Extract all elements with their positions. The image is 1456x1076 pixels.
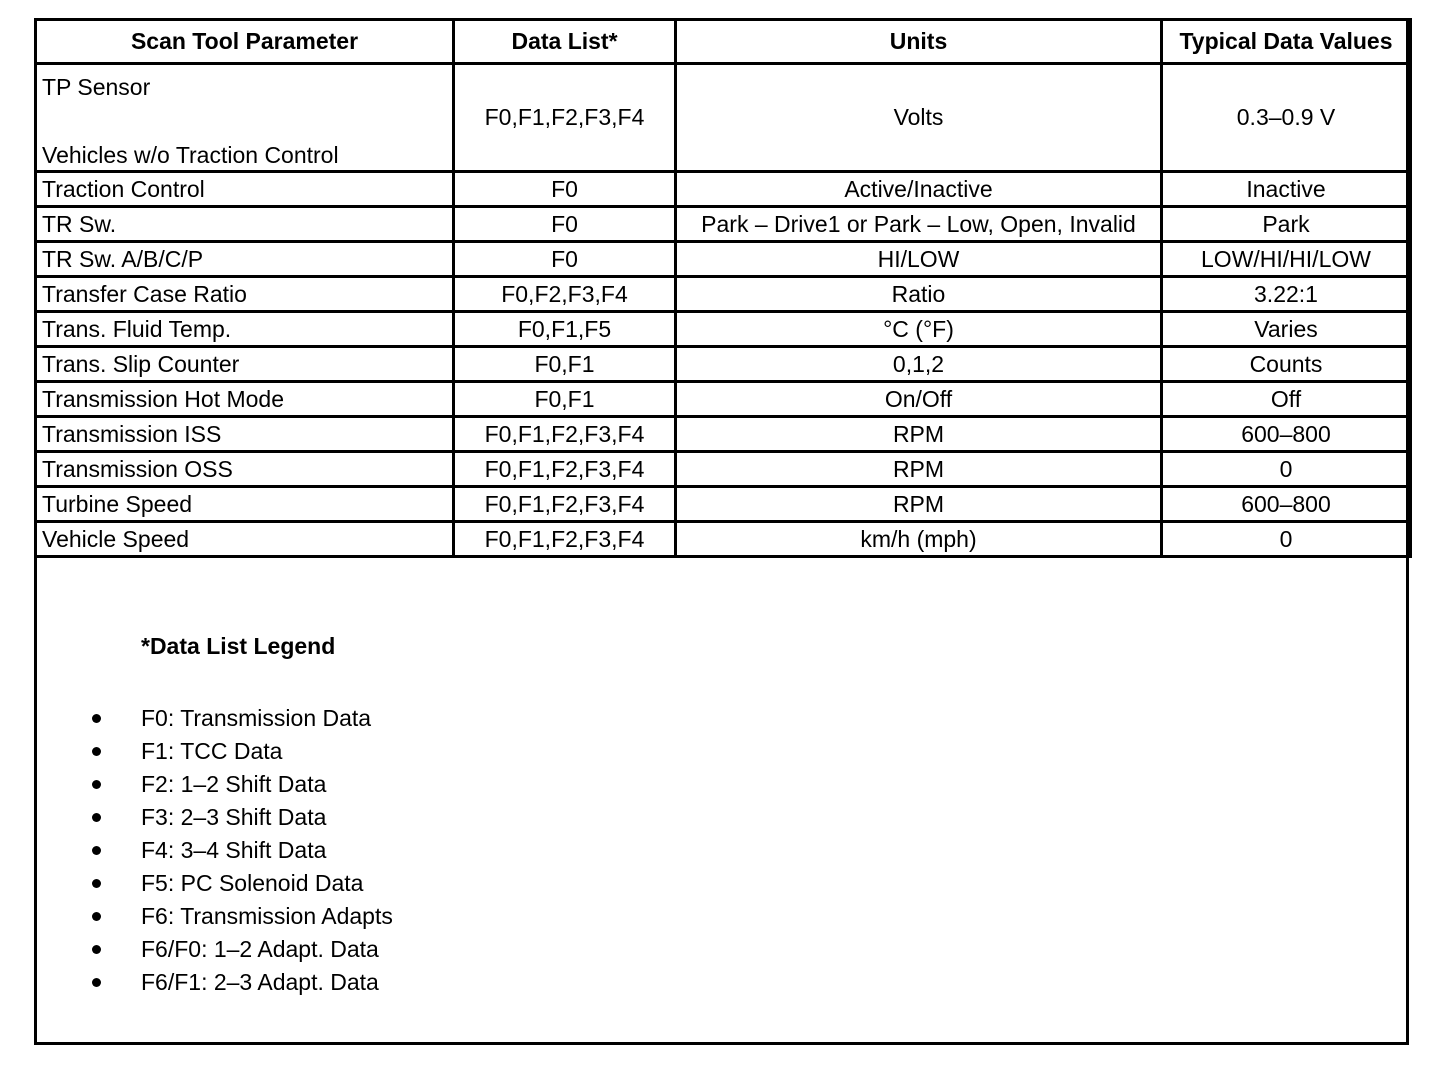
legend-item-text: F6/F0: 1–2 Adapt. Data <box>141 936 379 962</box>
legend-list <box>92 704 393 1001</box>
data-list-cell: F0,F1,F2,F3,F4 <box>454 487 676 522</box>
data-list-cell: F0,F1 <box>454 347 676 382</box>
units-cell: RPM <box>676 417 1162 452</box>
legend-item <box>92 869 393 902</box>
table-row <box>36 382 1411 417</box>
legend-item-text: F1: TCC Data <box>141 738 283 764</box>
bullet-icon <box>92 747 101 756</box>
table-row <box>36 487 1411 522</box>
typical-value-cell: Inactive <box>1162 172 1411 207</box>
data-list-cell: F0 <box>454 207 676 242</box>
typical-value-cell: 3.22:1 <box>1162 277 1411 312</box>
units-cell: Park – Drive1 or Park – Low, Open, Invalid <box>676 207 1162 242</box>
legend-item <box>92 770 393 803</box>
table-row <box>36 452 1411 487</box>
data-list-cell: F0,F1,F5 <box>454 312 676 347</box>
units-cell: RPM <box>676 452 1162 487</box>
units-cell: RPM <box>676 487 1162 522</box>
data-list-cell: F0 <box>454 172 676 207</box>
units-cell: Active/Inactive <box>676 172 1162 207</box>
legend-item-text: F2: 1–2 Shift Data <box>141 771 327 797</box>
legend-item-text: F6/F1: 2–3 Adapt. Data <box>141 969 379 995</box>
param-cell: Trans. Fluid Temp. <box>36 312 454 347</box>
legend-item-text: F5: PC Solenoid Data <box>141 870 364 896</box>
typical-value-cell: 600–800 <box>1162 487 1411 522</box>
header-scan-tool-parameter: Scan Tool Parameter <box>36 20 454 64</box>
bullet-icon <box>92 714 101 723</box>
param-cell: TR Sw. <box>36 207 454 242</box>
data-list-cell: F0,F1,F2,F3,F4 <box>454 522 676 557</box>
typical-value-cell: Counts <box>1162 347 1411 382</box>
bullet-icon <box>92 978 101 987</box>
data-list-cell: F0,F1 <box>454 382 676 417</box>
table-row <box>36 417 1411 452</box>
typical-value-cell: 0.3–0.9 V <box>1162 64 1411 172</box>
param-cell: Transmission OSS <box>36 452 454 487</box>
legend-item <box>92 737 393 770</box>
table-row <box>36 207 1411 242</box>
param-cell: TR Sw. A/B/C/P <box>36 242 454 277</box>
units-cell: km/h (mph) <box>676 522 1162 557</box>
header-typical-data-values: Typical Data Values <box>1162 20 1411 64</box>
typical-value-cell: Varies <box>1162 312 1411 347</box>
legend-title: *Data List Legend <box>141 633 336 659</box>
legend-item <box>92 935 393 968</box>
bullet-icon <box>92 945 101 954</box>
typical-value-cell: 0 <box>1162 452 1411 487</box>
units-cell: HI/LOW <box>676 242 1162 277</box>
legend-item-text: F3: 2–3 Shift Data <box>141 804 327 830</box>
typical-value-cell: LOW/HI/HI/LOW <box>1162 242 1411 277</box>
param-cell <box>36 64 454 172</box>
legend-item-text: F4: 3–4 Shift Data <box>141 837 327 863</box>
bullet-icon <box>92 879 101 888</box>
param-cell: Transmission ISS <box>36 417 454 452</box>
param-cell: Traction Control <box>36 172 454 207</box>
units-cell: Volts <box>676 64 1162 172</box>
legend-item-text: F0: Transmission Data <box>141 705 372 731</box>
data-list-legend <box>37 626 1406 1042</box>
data-list-cell: F0 <box>454 242 676 277</box>
bullet-icon <box>92 846 101 855</box>
header-units: Units <box>676 20 1162 64</box>
typical-value-cell: 0 <box>1162 522 1411 557</box>
units-cell: °C (°F) <box>676 312 1162 347</box>
param-line-2: Vehicles w/o Traction Control <box>42 141 339 168</box>
table-row <box>36 522 1411 557</box>
param-cell: Trans. Slip Counter <box>36 347 454 382</box>
table-row <box>36 242 1411 277</box>
param-cell: Turbine Speed <box>36 487 454 522</box>
table-row <box>36 347 1411 382</box>
table-row <box>36 64 1411 172</box>
bullet-icon <box>92 780 101 789</box>
param-cell: Transmission Hot Mode <box>36 382 454 417</box>
bullet-icon <box>92 912 101 921</box>
param-cell: Transfer Case Ratio <box>36 277 454 312</box>
data-list-cell: F0,F1,F2,F3,F4 <box>454 452 676 487</box>
data-list-cell: F0,F2,F3,F4 <box>454 277 676 312</box>
data-list-cell: F0,F1,F2,F3,F4 <box>454 417 676 452</box>
legend-item-text: F6: Transmission Adapts <box>141 903 393 929</box>
header-data-list: Data List* <box>454 20 676 64</box>
table-row <box>36 172 1411 207</box>
legend-item <box>92 836 393 869</box>
legend-item <box>92 902 393 935</box>
typical-value-cell: Park <box>1162 207 1411 242</box>
units-cell: On/Off <box>676 382 1162 417</box>
table-row <box>36 277 1411 312</box>
bullet-icon <box>92 813 101 822</box>
table-row <box>36 312 1411 347</box>
param-line-1: TP Sensor <box>42 73 151 100</box>
data-list-cell: F0,F1,F2,F3,F4 <box>454 64 676 172</box>
legend-item <box>92 968 393 1001</box>
legend-item <box>92 803 393 836</box>
legend-item <box>92 704 393 737</box>
param-cell: Vehicle Speed <box>36 522 454 557</box>
units-cell: Ratio <box>676 277 1162 312</box>
typical-value-cell: 600–800 <box>1162 417 1411 452</box>
scan-tool-data-table <box>34 18 1412 558</box>
units-cell: 0,1,2 <box>676 347 1162 382</box>
table-header-row <box>36 20 1411 64</box>
typical-value-cell: Off <box>1162 382 1411 417</box>
